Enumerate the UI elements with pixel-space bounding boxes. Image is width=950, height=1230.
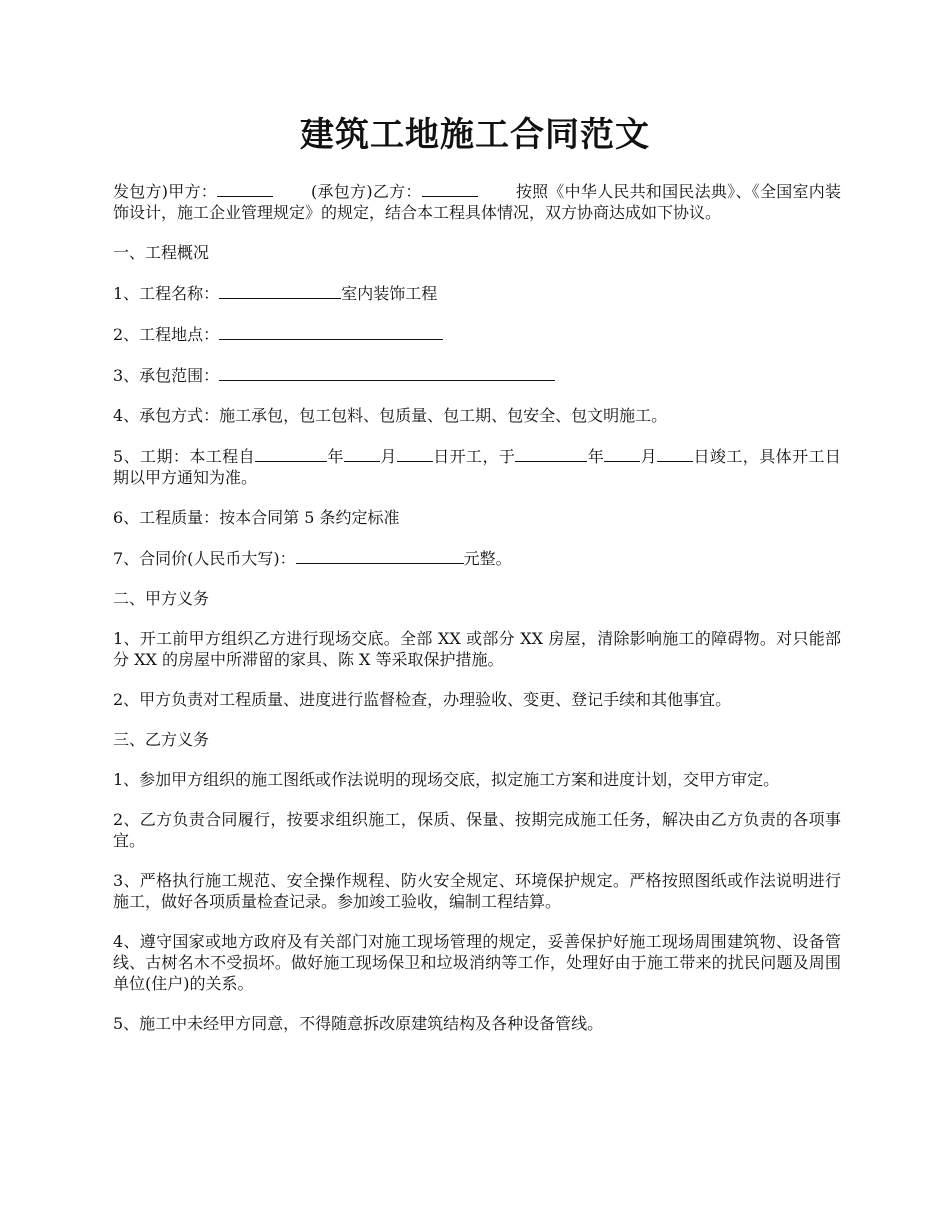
- project-location-blank: [219, 323, 443, 340]
- year-label: 年: [327, 447, 344, 466]
- section1-item1: [113, 282, 841, 304]
- item3-prefix: 3、承包范围：: [113, 366, 220, 385]
- item1-suffix: 室内装饰工程: [341, 284, 438, 303]
- end-year-blank: [515, 445, 587, 462]
- start-day-blank: [397, 445, 433, 462]
- item1-prefix: 1、工程名称：: [113, 284, 220, 303]
- end-month-blank: [604, 445, 640, 462]
- contract-price-blank: [296, 547, 464, 564]
- section1-item2: [113, 323, 841, 345]
- section3-item2: 2、乙方负责合同履行，按要求组织施工，保质、保量、按期完成施工任务，解决由乙方负责的各项事宜。: [113, 810, 841, 850]
- party-a-blank: [217, 180, 273, 197]
- party-b-label: (承包方)乙方：: [311, 182, 422, 201]
- section1-item6: 6、工程质量：按本合同第 5 条约定标准: [113, 508, 400, 527]
- item2-prefix: 2、工程地点：: [113, 325, 220, 344]
- section1-item4: 4、承包方式：施工承包，包工包料、包质量、包工期、包安全、包文明施工。: [113, 406, 668, 425]
- section3-heading: 三、乙方义务: [113, 730, 210, 749]
- start-month-blank: [344, 445, 380, 462]
- contract-scope-blank: [219, 364, 555, 381]
- item5-end-text: 日竣工，具体开工日期以甲方通知为准。: [113, 447, 841, 487]
- year-label: 年: [587, 447, 605, 466]
- item5-prefix: 5、工期：本工程自: [113, 447, 256, 466]
- item5-start-text: 日开工，于: [432, 447, 516, 466]
- end-day-blank: [657, 445, 693, 462]
- section1-item7: [113, 547, 841, 569]
- intro-text: 按照《中华人民共和国民法典》、《全国室内装饰设计，施工企业管理规定》的规定，结合本工程具体情况，双方协商达成如下协议。: [113, 182, 841, 222]
- section3-item1: 1、参加甲方组织的施工图纸或作法说明的现场交底，拟定施工方案和进度计划，交甲方审定。: [113, 770, 780, 789]
- section2-heading: 二、甲方义务: [113, 589, 210, 608]
- section2-item2: 2、甲方负责对工程质量、进度进行监督检查，办理验收、变更、登记手续和其他事宜。: [113, 690, 732, 709]
- party-b-blank: [422, 180, 478, 197]
- start-year-blank: [255, 445, 327, 462]
- section2-item1: 1、开工前甲方组织乙方进行现场交底。全部 XX 或部分 XX 房屋，清除影响施工的障碍物。对只能部分 XX 的房屋中所滞留的家具、陈 X 等采取保护措施。: [113, 629, 841, 669]
- section1-item5: [113, 445, 841, 488]
- month-label: 月: [379, 447, 397, 466]
- document-body: [113, 180, 841, 1053]
- document-title: 建筑工地施工合同范文: [300, 115, 650, 155]
- intro-paragraph: [113, 180, 841, 223]
- month-label: 月: [640, 447, 658, 466]
- section3-item3: 3、严格执行施工规范、安全操作规程、防火安全规定、环境保护规定。严格按照图纸或作法说明进行施工，做好各项质量检查记录。参加竣工验收，编制工程结算。: [113, 871, 841, 911]
- party-a-label: 发包方)甲方：: [113, 182, 218, 201]
- section3-item4: 4、遵守国家或地方政府及有关部门对施工现场管理的规定，妥善保护好施工现场周围建筑物、设备管线、古树名木不受损坏。做好施工现场保卫和垃圾消纳等工作，处理好由于施工带来的扰民问题及周围单位(住户)的关系。: [113, 932, 841, 993]
- section1-item3: [113, 364, 841, 386]
- item7-suffix: 元整。: [463, 549, 512, 568]
- item7-prefix: 7、合同价(人民币大写)：: [113, 549, 296, 568]
- section3-item5: 5、施工中未经甲方同意，不得随意拆改原建筑结构及各种设备管线。: [113, 1014, 604, 1033]
- project-name-blank: [219, 282, 341, 299]
- section1-heading: 一、工程概况: [113, 243, 210, 262]
